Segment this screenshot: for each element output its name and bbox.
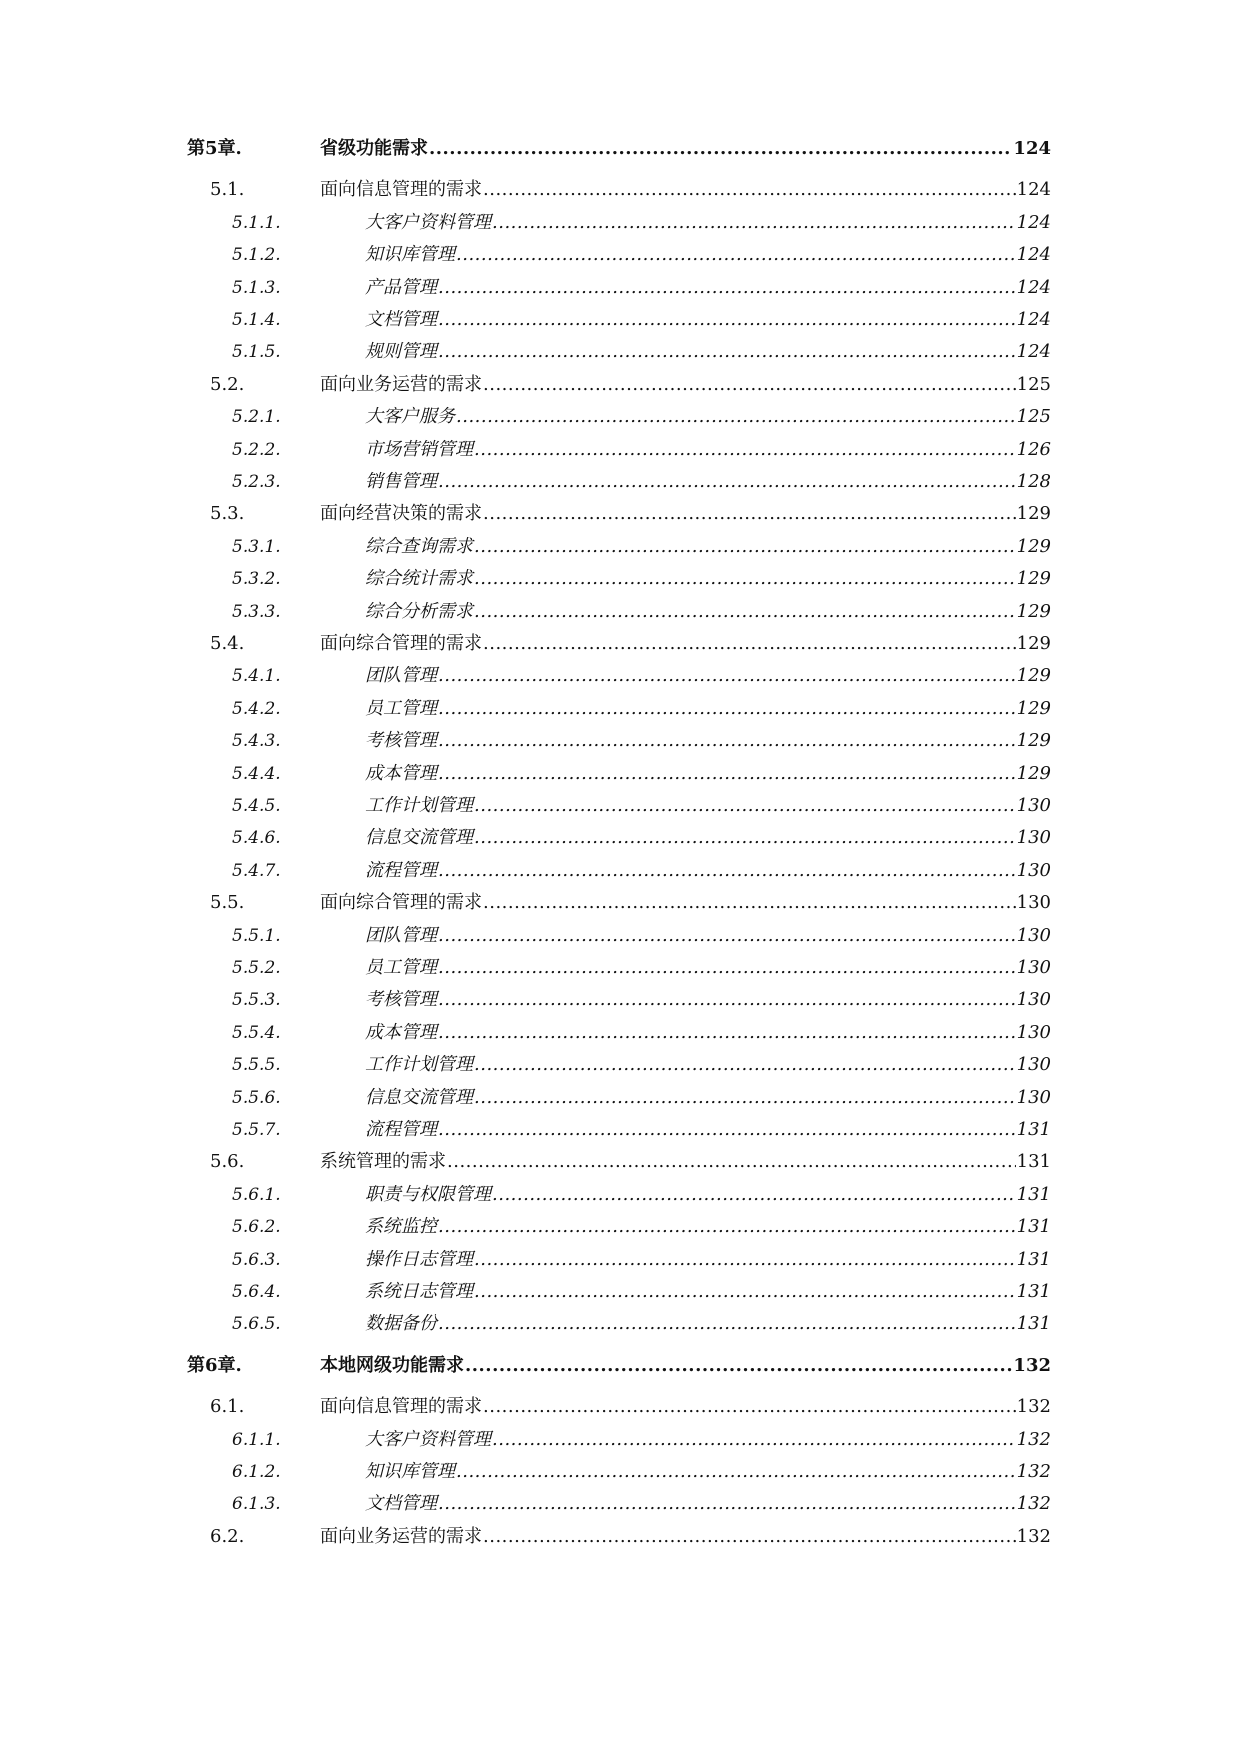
toc-entry-page-number: 130 [1016, 859, 1051, 881]
toc-entry-leader-line [320, 629, 1051, 659]
toc-entry-page-number: 131 [1016, 1313, 1051, 1335]
toc-entry-number: 5.6.1. [232, 1184, 281, 1205]
toc-dot-leader [474, 1050, 1016, 1080]
toc-entry-leader-line [365, 208, 1051, 238]
toc-dot-leader [465, 1351, 1012, 1381]
toc-entry-sub[interactable] [0, 1018, 1241, 1048]
toc-entry-title: 文档管理 [365, 1493, 437, 1515]
toc-entry-page-number: 125 [1016, 406, 1051, 428]
toc-entry-sub[interactable] [0, 337, 1241, 367]
toc-entry-sub[interactable] [0, 1489, 1241, 1519]
toc-entry-sub[interactable] [0, 856, 1241, 886]
toc-entry-page-number: 131 [1016, 1216, 1051, 1238]
toc-dot-leader [438, 273, 1016, 303]
toc-entry-number: 5.2.1. [232, 407, 281, 428]
toc-entry-number: 5.6.3. [232, 1249, 281, 1270]
toc-entry-leader-line [365, 1083, 1051, 1113]
toc-entry-page-number: 124 [1016, 244, 1051, 266]
toc-entry-leader-line [320, 1147, 1051, 1177]
toc-entry-page-number: 130 [1016, 957, 1051, 978]
toc-entry-page-number: 129 [1016, 665, 1051, 687]
toc-entry-page-number: 132 [1016, 1493, 1051, 1515]
toc-entry-leader-line [365, 921, 1051, 951]
toc-entry-title: 面向综合管理的需求 [320, 633, 482, 654]
toc-entry-title: 规则管理 [365, 341, 437, 363]
toc-dot-leader [456, 1457, 1016, 1487]
toc-entry-page-number: 129 [1016, 762, 1051, 784]
toc-entry-title: 成本管理 [365, 1021, 437, 1043]
toc-entry-page-number: 132 [1013, 1354, 1051, 1376]
toc-entry-leader-line [320, 134, 1051, 164]
toc-entry-chapter[interactable] [0, 134, 1241, 164]
toc-entry-page-number: 132 [1016, 1428, 1051, 1450]
toc-entry-leader-line [365, 1309, 1051, 1339]
toc-entry-page-number: 132 [1016, 1461, 1051, 1482]
toc-entry-page-number: 130 [1016, 892, 1051, 914]
toc-entry-section[interactable] [0, 1522, 1241, 1552]
toc-dot-leader [492, 208, 1016, 238]
toc-dot-leader [438, 856, 1016, 886]
toc-dot-leader [438, 337, 1016, 367]
toc-entry-title: 信息交流管理 [365, 1086, 473, 1108]
toc-entry-title: 系统管理的需求 [320, 1151, 446, 1173]
toc-entry-sub[interactable] [0, 1180, 1241, 1210]
toc-entry-leader-line [320, 370, 1051, 400]
toc-entry-leader-line [365, 726, 1051, 756]
toc-entry-page-number: 130 [1016, 1086, 1051, 1108]
toc-entry-sub[interactable] [0, 467, 1241, 497]
toc-entry-title: 综合分析需求 [365, 600, 473, 622]
toc-entry-leader-line [365, 1489, 1051, 1519]
toc-entry-number: 5.5. [210, 892, 245, 914]
toc-entry-page-number: 124 [1016, 276, 1051, 298]
toc-entry-page-number: 130 [1016, 795, 1051, 816]
toc-entry-number: 5.3. [210, 503, 245, 525]
toc-entry-sub[interactable] [0, 305, 1241, 335]
toc-entry-number: 5.1.3. [232, 277, 281, 298]
toc-entry-number: 5.5.3. [232, 990, 281, 1011]
toc-entry-title: 工作计划管理 [365, 795, 473, 816]
toc-entry-leader-line [365, 1425, 1051, 1455]
toc-entry-title: 流程管理 [365, 859, 437, 881]
toc-entry-sub[interactable] [0, 661, 1241, 691]
toc-entry-number: 第5章. [187, 138, 242, 159]
toc-dot-leader [483, 370, 1016, 400]
toc-entry-leader-line [365, 661, 1051, 691]
toc-entry-page-number: 129 [1016, 503, 1051, 525]
toc-entry-title: 知识库管理 [365, 244, 455, 266]
toc-dot-leader [438, 985, 1016, 1015]
toc-entry-title: 文档管理 [365, 309, 437, 330]
toc-entry-sub[interactable] [0, 597, 1241, 627]
toc-entry-leader-line [320, 1392, 1051, 1422]
toc-entry-leader-line [365, 467, 1051, 497]
toc-entry-page-number: 124 [1016, 179, 1051, 201]
toc-entry-title: 面向业务运营的需求 [320, 373, 482, 395]
toc-dot-leader [438, 759, 1016, 789]
toc-entry-page-number: 131 [1016, 1248, 1051, 1270]
toc-entry-leader-line [365, 1245, 1051, 1275]
toc-entry-leader-line [365, 985, 1051, 1015]
toc-entry-page-number: 126 [1016, 438, 1051, 460]
toc-entry-leader-line [365, 435, 1051, 465]
toc-entry-leader-line [365, 823, 1051, 853]
toc-dot-leader [438, 661, 1016, 691]
toc-dot-leader [438, 921, 1016, 951]
toc-dot-leader [474, 532, 1016, 562]
toc-entry-title: 员工管理 [365, 697, 437, 719]
toc-entry-number: 5.4.3. [232, 731, 281, 752]
toc-entry-sub[interactable] [0, 1212, 1241, 1242]
toc-dot-leader [447, 1147, 1016, 1177]
toc-entry-page-number: 131 [1016, 1281, 1051, 1302]
toc-dot-leader [483, 175, 1016, 205]
toc-entry-number: 5.4. [210, 633, 245, 654]
toc-entry-number: 6.1.3. [232, 1494, 281, 1515]
toc-entry-page-number: 129 [1016, 535, 1051, 557]
toc-dot-leader [438, 694, 1016, 724]
toc-entry-leader-line [365, 597, 1051, 627]
toc-entry-sub[interactable] [0, 1309, 1241, 1339]
toc-entry-title: 面向业务运营的需求 [320, 1525, 482, 1547]
toc-dot-leader [474, 1277, 1016, 1307]
toc-entry-sub[interactable] [0, 791, 1241, 821]
toc-entry-leader-line [365, 759, 1051, 789]
toc-entry-leader-line [365, 1457, 1051, 1487]
toc-entry-number: 5.3.2. [232, 569, 281, 590]
toc-entry-title: 大客户服务 [365, 406, 455, 428]
toc-entry-title: 产品管理 [365, 276, 437, 298]
toc-entry-leader-line [365, 953, 1051, 983]
toc-entry-sub[interactable] [0, 273, 1241, 303]
toc-dot-leader [474, 564, 1016, 594]
toc-entry-title: 考核管理 [365, 989, 437, 1011]
toc-entry-title: 省级功能需求 [320, 138, 428, 159]
toc-entry-page-number: 124 [1016, 211, 1051, 233]
toc-entry-title: 综合统计需求 [365, 568, 473, 590]
toc-entry-number: 5.5.1. [232, 925, 281, 946]
toc-entry-sub[interactable] [0, 759, 1241, 789]
toc-dot-leader [456, 402, 1016, 432]
toc-entry-title: 本地网级功能需求 [320, 1354, 464, 1376]
toc-dot-leader [474, 597, 1016, 627]
toc-entry-number: 5.4.5. [232, 796, 281, 816]
toc-entry-title: 大客户资料管理 [365, 211, 491, 233]
toc-entry-number: 5.6.5. [232, 1314, 281, 1335]
toc-entry-number: 5.2.2. [232, 439, 281, 460]
toc-entry-leader-line [365, 402, 1051, 432]
toc-entry-sub[interactable] [0, 532, 1241, 562]
toc-dot-leader [483, 1522, 1016, 1552]
toc-entry-leader-line [365, 532, 1051, 562]
toc-entry-title: 面向经营决策的需求 [320, 503, 482, 525]
toc-dot-leader [438, 467, 1016, 497]
toc-entry-leader-line [365, 856, 1051, 886]
toc-dot-leader [438, 1489, 1016, 1519]
toc-entry-sub[interactable] [0, 1083, 1241, 1113]
toc-entry-title: 团队管理 [365, 665, 437, 687]
toc-entry-page-number: 128 [1016, 471, 1051, 492]
toc-entry-title: 综合查询需求 [365, 535, 473, 557]
toc-entry-number: 5.1.2. [232, 245, 281, 266]
toc-entry-sub[interactable] [0, 208, 1241, 238]
toc-entry-title: 操作日志管理 [365, 1248, 473, 1270]
toc-entry-title: 团队管理 [365, 924, 437, 946]
toc-entry-sub[interactable] [0, 694, 1241, 724]
toc-dot-leader [492, 1425, 1016, 1455]
toc-dot-leader [474, 823, 1016, 853]
toc-entry-page-number: 130 [1016, 827, 1051, 849]
toc-entry-leader-line [365, 1277, 1051, 1307]
toc-entry-page-number: 130 [1016, 924, 1051, 946]
toc-dot-leader [438, 1115, 1016, 1145]
toc-entry-leader-line [365, 1050, 1051, 1080]
toc-entry-leader-line [365, 240, 1051, 270]
toc-entry-number: 5.4.6. [232, 828, 281, 849]
toc-entry-leader-line [320, 499, 1051, 529]
toc-entry-page-number: 130 [1016, 1021, 1051, 1043]
toc-entry-page-number: 129 [1016, 730, 1051, 752]
toc-dot-leader [474, 435, 1016, 465]
toc-entry-page-number: 130 [1016, 1054, 1051, 1076]
toc-entry-leader-line [365, 1115, 1051, 1145]
toc-dot-leader [438, 953, 1016, 983]
toc-entry-title: 考核管理 [365, 730, 437, 752]
toc-entry-number: 5.6.2. [232, 1217, 281, 1238]
toc-dot-leader [492, 1180, 1016, 1210]
toc-entry-sub[interactable] [0, 240, 1241, 270]
toc-entry-leader-line [320, 1522, 1051, 1552]
toc-entry-page-number: 124 [1016, 341, 1051, 363]
toc-entry-page-number: 130 [1016, 989, 1051, 1011]
toc-entry-number: 5.6. [210, 1151, 245, 1173]
toc-entry-sub[interactable] [0, 921, 1241, 951]
toc-entry-number: 5.2.3. [232, 472, 281, 492]
toc-entry-leader-line [365, 1018, 1051, 1048]
toc-entry-leader-line [320, 1351, 1051, 1381]
toc-dot-leader [456, 240, 1016, 270]
toc-entry-number: 5.3.1. [232, 536, 281, 557]
toc-entry-leader-line [365, 791, 1051, 821]
toc-dot-leader [483, 629, 1016, 659]
toc-entry-leader-line [365, 305, 1051, 335]
toc-entry-number: 5.2. [210, 373, 245, 395]
toc-entry-title: 销售管理 [365, 471, 437, 492]
toc-entry-title: 职责与权限管理 [365, 1183, 491, 1205]
toc-entry-title: 系统日志管理 [365, 1281, 473, 1302]
toc-entry-number: 5.4.4. [232, 763, 281, 784]
toc-entry-title: 市场营销管理 [365, 438, 473, 460]
toc-entry-number: 6.1.1. [232, 1429, 281, 1450]
toc-entry-page-number: 124 [1016, 309, 1051, 330]
toc-entry-page-number: 131 [1016, 1151, 1051, 1173]
toc-dot-leader [483, 1392, 1016, 1422]
toc-entry-sub[interactable] [0, 1115, 1241, 1145]
toc-entry-number: 5.5.2. [232, 958, 281, 978]
toc-entry-sub[interactable] [0, 1245, 1241, 1275]
toc-entry-title: 成本管理 [365, 762, 437, 784]
toc-entry-title: 信息交流管理 [365, 827, 473, 849]
toc-entry-title: 流程管理 [365, 1119, 437, 1140]
toc-entry-number: 6.1.2. [232, 1462, 281, 1482]
toc-entry-number: 5.6.4. [232, 1282, 281, 1302]
toc-entry-section[interactable] [0, 629, 1241, 659]
toc-entry-title: 员工管理 [365, 957, 437, 978]
toc-dot-leader [474, 1245, 1016, 1275]
toc-entry-number: 5.4.1. [232, 666, 281, 687]
toc-entry-section[interactable] [0, 499, 1241, 529]
toc-entry-section[interactable] [0, 370, 1241, 400]
toc-entry-section[interactable] [0, 1147, 1241, 1177]
toc-dot-leader [438, 1018, 1016, 1048]
toc-entry-page-number: 129 [1016, 697, 1051, 719]
toc-entry-number: 6.1. [210, 1396, 245, 1418]
toc-entry-number: 5.5.6. [232, 1087, 281, 1108]
toc-entry-page-number: 124 [1013, 138, 1051, 159]
toc-entry-number: 5.1. [210, 179, 245, 201]
toc-entry-page-number: 131 [1016, 1119, 1051, 1140]
toc-entry-number: 第6章. [187, 1354, 242, 1376]
toc-dot-leader [438, 726, 1016, 756]
toc-dot-leader [438, 305, 1016, 335]
toc-entry-title: 面向信息管理的需求 [320, 179, 482, 201]
toc-entry-number: 5.3.3. [232, 601, 281, 622]
toc-entry-number: 5.4.2. [232, 698, 281, 719]
toc-entry-number: 6.2. [210, 1525, 245, 1547]
toc-entry-sub[interactable] [0, 402, 1241, 432]
toc-entry-number: 5.1.5. [232, 342, 281, 363]
toc-entry-chapter[interactable] [0, 1351, 1241, 1381]
toc-entry-title: 面向综合管理的需求 [320, 892, 482, 914]
toc-entry-leader-line [365, 1212, 1051, 1242]
toc-entry-sub[interactable] [0, 953, 1241, 983]
toc-entry-page-number: 132 [1016, 1525, 1051, 1547]
toc-entry-sub[interactable] [0, 823, 1241, 853]
toc-entry-leader-line [365, 564, 1051, 594]
toc-entry-section[interactable] [0, 175, 1241, 205]
toc-dot-leader [474, 791, 1016, 821]
toc-entry-sub[interactable] [0, 564, 1241, 594]
toc-entry-leader-line [365, 1180, 1051, 1210]
toc-entry-sub[interactable] [0, 1425, 1241, 1455]
toc-entry-section[interactable] [0, 1392, 1241, 1422]
toc-dot-leader [429, 134, 1012, 164]
toc-entry-page-number: 129 [1016, 633, 1051, 654]
toc-entry-title: 系统监控 [365, 1216, 437, 1238]
toc-dot-leader [474, 1083, 1016, 1113]
toc-entry-number: 5.5.5. [232, 1055, 281, 1076]
toc-entry-sub[interactable] [0, 726, 1241, 756]
toc-entry-leader-line [365, 337, 1051, 367]
toc-entry-title: 数据备份 [365, 1313, 437, 1335]
toc-entry-page-number: 131 [1016, 1183, 1051, 1205]
toc-entry-page-number: 125 [1016, 373, 1051, 395]
toc-entry-leader-line [320, 175, 1051, 205]
toc-entry-page-number: 129 [1016, 600, 1051, 622]
toc-entry-title: 知识库管理 [365, 1461, 455, 1482]
toc-entry-page-number: 132 [1016, 1396, 1051, 1418]
toc-entry-title: 大客户资料管理 [365, 1428, 491, 1450]
toc-entry-title: 面向信息管理的需求 [320, 1396, 482, 1418]
toc-entry-leader-line [365, 694, 1051, 724]
toc-entry-sub[interactable] [0, 1457, 1241, 1487]
toc-entry-leader-line [365, 273, 1051, 303]
toc-entry-sub[interactable] [0, 1050, 1241, 1080]
toc-entry-section[interactable] [0, 888, 1241, 918]
toc-entry-title: 工作计划管理 [365, 1054, 473, 1076]
toc-entry-number: 5.4.7. [232, 860, 281, 881]
toc-dot-leader [438, 1212, 1016, 1242]
toc-entry-number: 5.5.7. [232, 1120, 281, 1140]
toc-entry-number: 5.5.4. [232, 1022, 281, 1043]
toc-dot-leader [483, 499, 1016, 529]
toc-entry-number: 5.1.1. [232, 212, 281, 233]
toc-entry-number: 5.1.4. [232, 310, 281, 330]
toc-dot-leader [438, 1309, 1016, 1339]
toc-dot-leader [483, 888, 1016, 918]
toc-entry-sub[interactable] [0, 985, 1241, 1015]
toc-entry-sub[interactable] [0, 1277, 1241, 1307]
toc-entry-sub[interactable] [0, 435, 1241, 465]
toc-entry-page-number: 129 [1016, 568, 1051, 590]
toc-entry-leader-line [320, 888, 1051, 918]
